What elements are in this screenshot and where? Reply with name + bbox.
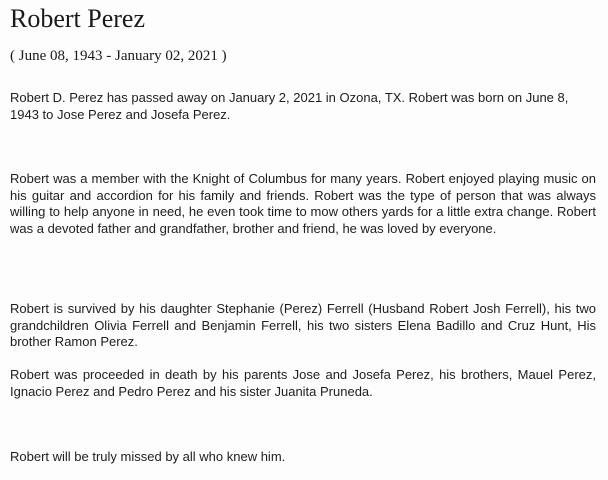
paragraph-survivors: Robert is survived by his daughter Stephanie (Perez) Ferrell (Husband Robert Josh Ferrell), his two grandchildren Olivia Ferrell and Benjamin Ferrell, his two sisters Elena Badillo and Cruz Hunt, His brother Ramon Perez. bbox=[10, 301, 596, 349]
paragraph-closing: Robert will be truly missed by all who knew him. bbox=[10, 449, 286, 464]
paragraph-preceded-in-death: Robert was proceeded in death by his parents Jose and Josefa Perez, his brothers, Mauel Perez, Ignacio Perez and Pedro Perez and his sister Juanita Pruneda. bbox=[10, 367, 596, 399]
paragraph-biography: Robert was a member with the Knight of Columbus for many years. Robert enjoyed playing music on his guitar and accordion for his family and friends. Robert was the type of person that was always willing to help anyone in need, he even took time to mow others yards for a little extra change. Robert was a devoted father and grandfather, brother and friend, he was loved by everyone. bbox=[10, 171, 596, 236]
page-title: Robert Perez bbox=[10, 4, 146, 33]
life-dates: ( June 08, 1943 - January 02, 2021 ) bbox=[10, 48, 227, 64]
paragraph-announcement: Robert D. Perez has passed away on January 2, 2021 in Ozona, TX. Robert was born on June 8, 1943 to Jose Perez and Josefa Perez. bbox=[10, 90, 569, 122]
